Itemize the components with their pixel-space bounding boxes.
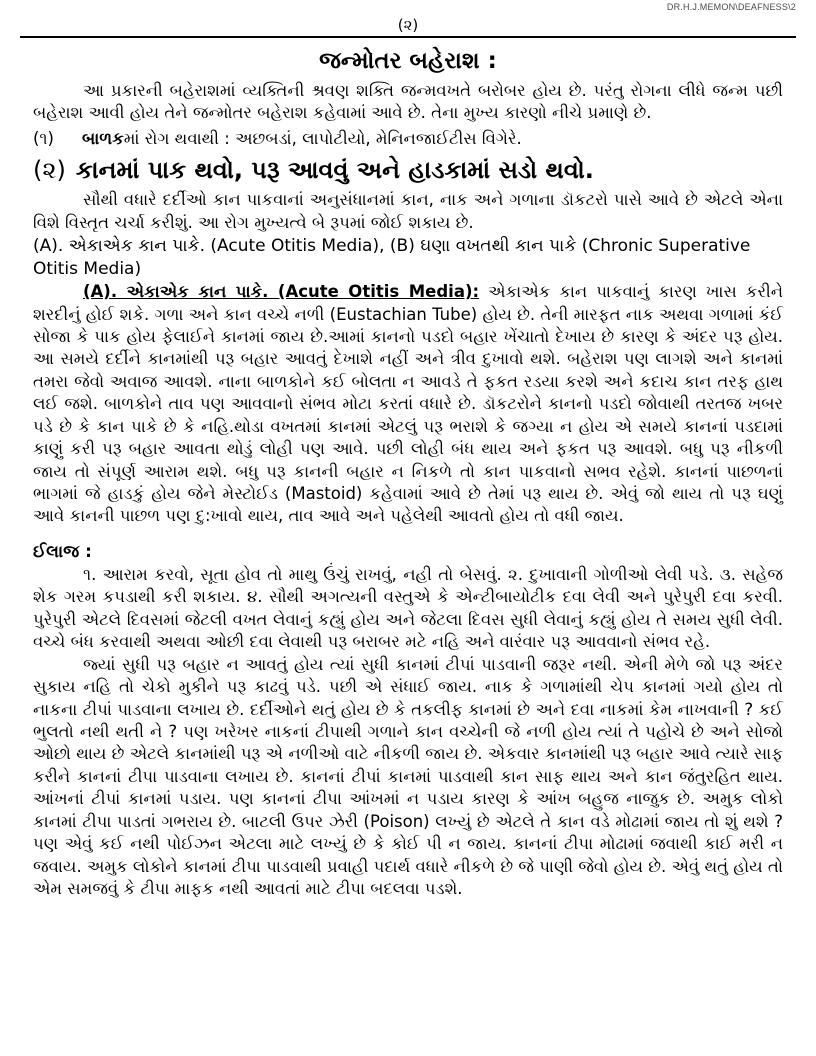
acute-otitis-lead: (A). એકાએક કાન પાકે. (Acute Otitis Media): [83,282,480,302]
document-body [20,80,796,900]
otitis-types-line: (A). એકાએક કાન પાકે. (Acute Otitis Media), (B) ઘણા વખતથી કાન પાકે (Chronic Superative Otitis Media) [33,236,751,279]
treatment-paragraph-2: જ્યાં સુધી પરૂ બહાર ન આવતું હોય ત્યાં સુધી કાનમાં ટીપાં પાડવાની જરૂર નથી. એની મેળે જો પરૂ અંદર સુકાય નહિ તો ચેકો મુકીને પરૂ કાઢવું પડે. પછી એ સંધાઈ જાય. નાક કે ગળામાંથી ચેપ કાનમાં ગયો હોય તો નાકના ટીપાં પાડવાના લખાય છે. દર્દીઓને થતું હોય છે કે તકલીફ કાનમાં છે અને દવા નાકમાં કેમ નાખવાની ? કઈ ભુલતો નથી થતી ને ? પણ ખરેખર નાકનાં ટીપાથી ગળાને કાન વચ્ચેની જે નળી હોય ત્યાં તે પહોચે છે અને સોજો ઓછો થાય છે એટલે કાનમાંથી પરૂ એ નળીઓ વાટે નીકળી જાય છે. એકવાર કાનમાંથી પરૂ બહાર આવે ત્યારે સાફ કરીને કાનનાં ટીપા પાડવાના લખાય છે. કાનનાં ટીપાં કાનમાં પાડવાથી કાન સાફ થાય અને કાન જંતુરહિત થાય. આંખનાં ટીપાં કાનમાં પડાય. પણ કાનનાં ટીપા આંખમાં ન પડાય કારણ કે આંખ બહુજ નાજુક છે. અમુક લોકો કાનમાં ટીપા પાડતાં ગભરાય છે. બાટલી ઉપર ઝેરી (Poison) લખ્યું છે એટલે તે કાન વડે મોઢામાં જાય તો શું થશે ? પણ એવું કઈ નથી પોઈઝન એટલા માટે લખ્યું છે કે કોઈ પી ન જાય. કાનનાં ટીપા મોઢામાં જવાથી કાઈ મરી ન જવાય. અમુક લોકોને કાનમાં ટીપા પાડવાથી પ્રવાહી પદાર્થ વધારે નીકળે છે જે પાણી જેવો હોય છે. એવું થતું હોય તો એમ સમજવું કે ટીપા માફક નથી આવતાં માટે ટીપા બદલવા પડશે. [33,654,783,898]
intro-paragraph: આ પ્રકારની બહેરાશમાં વ્યક્તિની શ્રવણ શક્તિ જન્મવખતે બરોબર હોય છે. પરંતુ રોગના લીધે જન્મ પછી બહેરાશ આવી હોય તેને જન્મોતર બહેરાશ કહેવામાં આવે છે. તેના મુખ્ય કારણો નીચે પ્રમાણે છે. [33,81,783,123]
acute-otitis-body: એકાએક કાન પાકવાનું કારણ ખાસ કરીને શરદીનું હોઈ શકે. ગળા અને કાન વચ્ચે નળી (Eustachian Tube) હોય છે. તેની મારફત નાક અથવા ગળામાં કંઈ સોજા કે પાક હોય ફેલાઈને કાનમાં જાય છે.આમાં કાનનો પડદો બહાર ખેંચાતો દેખાય છે કારણ કે અંદર પરૂ હોય. આ સમયે દર્દીને કાનમાંથી પરૂ બહાર આવતું દેખાશે નહીં અને ત્રીવ દુખાવો થશે. બહેરાશ પણ લાગશે અને કાનમાં તમરા જેવો અવાજ આવશે. નાના બાળકોને કઈ બોલતા ન આવડે તે ફકત રડયા કરશે અને કદાચ કાન તરફ હાથ લઈ જશે. બાળકોને તાવ પણ આવવાનો સંભવ મોટા કરતાં વધારે છે. ડૉકટરોને કાનનો પડદો જોવાથી તરતજ ખબર પડે છે કે કાન પાકે છે કે નહિ.થોડા વખતમાં કાનમાં એટલું પરૂ ભરાશે કે જગ્યા ન હોય એ સમયે કાનનાં પડદામાં કાણું કરી પરૂ બહાર આવતા થોડું લોહી પણ આવે. પછી લોહી બંધ થાય અને ફકત પરૂ આવશે. બધુ પરૂ નીકળી જાય તો સંપૂર્ણ આરામ થશે. બધુ પરૂ કાનની બહાર ન નિકળે તો કાન પાકવાનો સભવ રહેશે. કાનનાં પાછળનાં ભાગમાં જે હાડકું હોય જેને મેસ્ટોઈડ (Mastoid) કહેવામાં આવે છે તેમાં પરૂ થાય છે. એવું જો થાય તો પરૂ ઘણું આવે કાનની પાછળ પણ દુ:ખાવો થાય, તાવ આવે અને પહેલેથી આવતો હોય તો વધી જાય. [33,282,783,526]
page-title: જન્મોતર બહેરાશ : [319,48,497,74]
cause-item-bold-lead: બાળક [81,128,124,148]
acute-otitis-paragraph [33,281,783,528]
header-divider [20,36,796,38]
treatment-paragraph-1: ૧. આરામ કરવો, સૂતા હોવ તો માથુ ઉંચું રાખવું, નહી તો બેસવું. ૨. દુખાવાની ગોળીઓ લેવી પડે. ૩. સહેજ શેક ગરમ કપડાથી કરી શકાય. ૪. સૌથી અગત્યની વસ્તુએ કે એન્ટીબાયોટીક દવા લેવી અને પુરેપુરી દવા કરવી. પુરેપુરી એટલે દિવસમાં જેટલી વખત લેવાનું કહ્યું હોય અને જેટલા દિવસ સુધી લેવાનું કહ્યું હોય તે સમય સુધી લેવી. વચ્ચે બંધ કરવાથી અથવા ઓછી દવા લેવાથી પરૂ બરાબર મટે નહિ અને વારંવાર પરૂ આવવાનો સંભવ રહે. [33,564,783,652]
page-number: (૨) [397,16,419,34]
section2-title: કાનમાં પાક થવો, પરૂ આવવું અને હાડકામાં સડો થવો. [75,156,594,185]
cause-item-text: માં રોગ થવાથી : અછબડાં, લાપોટીયો, મેનિનજાઈટીસ વિગેરે. [123,128,522,148]
cause-item-number: (૧) [33,128,54,148]
document-reference: DR.H.J.MEMON\DEAFNESS\2 [666,2,796,12]
section2-number: (૨) [33,156,66,185]
section2-heading [33,155,783,185]
treatment-heading: ઈલાજ : [33,541,92,562]
section2-intro-paragraph: સૌથી વધારે દર્દીઓ કાન પાકવાનાં અનુસંધાનમાં કાન, નાક અને ગળાના ડૉકટરો પાસે આવે છે એટલે એના વિશે વિસ્તૃત ચર્ચા કરીશું. આ રોગ મુખ્યત્વે બે રૂપમાં જોઈ શકાય છે. [33,190,783,232]
cause-item [33,128,783,150]
